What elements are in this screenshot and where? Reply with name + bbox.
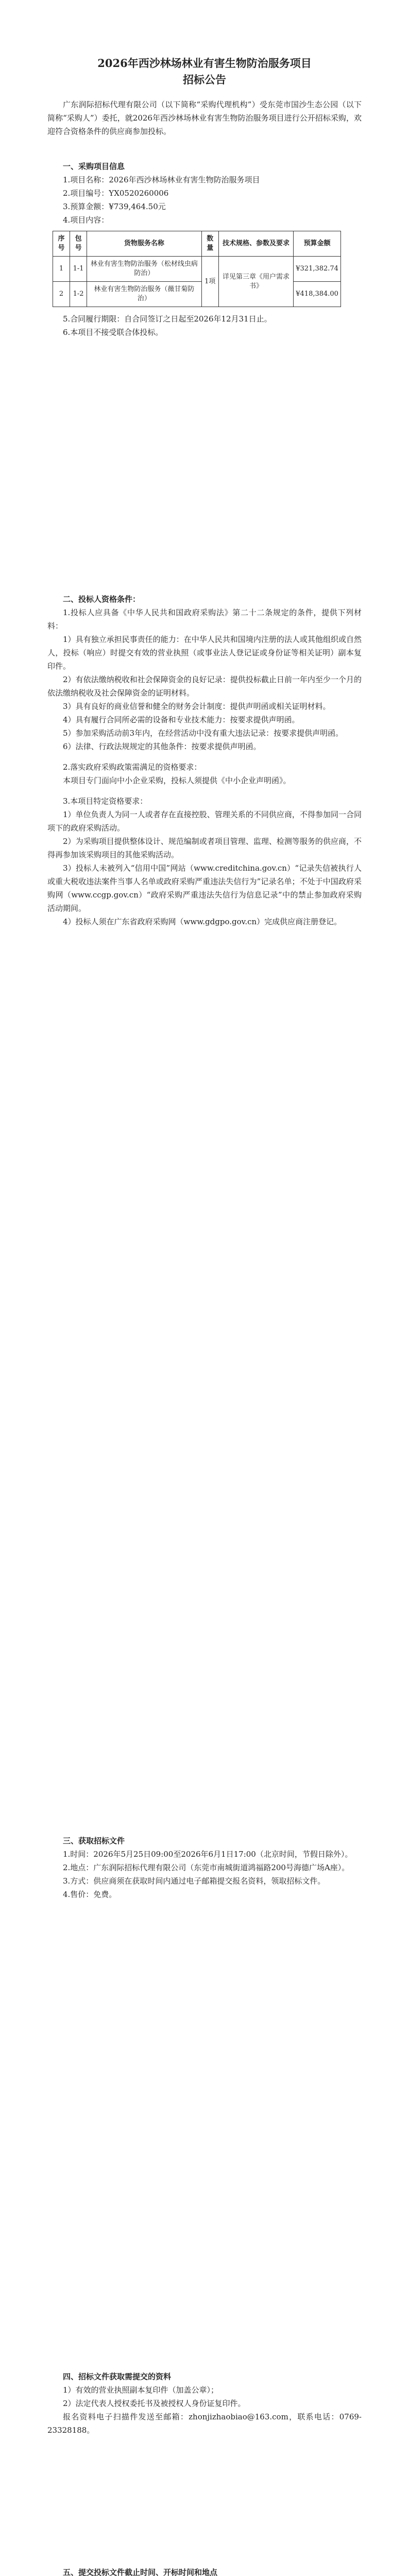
section-project-info [47, 160, 362, 339]
section-required-materials [47, 2370, 362, 2437]
page-subtitle: 招标公告 [183, 73, 226, 86]
table-cell: 1项 [201, 257, 218, 307]
qual-para: 3）具有良好的商业信誉和健全的财务会计制度：提供声明函或相关证明材料。 [63, 702, 331, 711]
qual-para: 1）单位负责人为同一人或者存在直接控股、管理关系的不同供应商，不得参加同一合同项下的政府采购活动。 [47, 810, 362, 833]
table-cell: 2 [53, 282, 70, 307]
section-heading: 三、获取招标文件 [63, 1836, 125, 1845]
info-line: 3.预算金额：¥739,464.50元 [63, 202, 166, 211]
qual-para: 5）参加采购活动前3年内，在经营活动中没有重大违法记录：按要求提供声明函。 [63, 728, 344, 738]
qual-para: 6）法律、行政法规规定的其他条件：按要求提供声明函。 [63, 742, 261, 751]
table-cell: 1-1 [70, 257, 87, 282]
table-cell: 1-2 [70, 282, 87, 307]
table-cell: 详见第三章《用户需求书》 [218, 257, 293, 307]
obtain-para: 2.地点：广东润际招标代理有限公司（东莞市南城街道鸿福路200号海德广场A座）。 [63, 1863, 350, 1872]
qual-para: 1）具有独立承担民事责任的能力：在中华人民共和国境内注册的法人或其他组织或自然人，投标（响应）时提交有效的营业执照（或事业法人登记证或身份证等相关证明）副本复印件。 [47, 635, 362, 671]
table-header: 序号 [53, 231, 70, 257]
material-para: 2）法定代表人授权委托书及被授权人身份证复印件。 [63, 2399, 246, 2408]
page-title: 2026年西沙林场林业有害生物防治服务项目 [97, 57, 312, 70]
obtain-para: 4.售价：免费。 [63, 1890, 117, 1899]
info-line: 4.项目内容： [63, 215, 109, 225]
material-para: 1）有效的营业执照副本复印件（加盖公章）； [63, 2385, 219, 2395]
table-cell: 1 [53, 257, 70, 282]
section-heading: 四、招标文件获取需提交的资料 [63, 2372, 172, 2381]
qual-para: 1.投标人应具备《中华人民共和国政府采购法》第二十二条规定的条件，提供下列材料： [47, 608, 362, 631]
section-heading: 二、投标人资格条件： [63, 595, 141, 604]
info-line: 2.项目编号：YX0520260006 [63, 189, 169, 198]
table-cell: ¥321,382.74 [294, 257, 341, 282]
table-header: 技术规格、参数及要求 [218, 231, 293, 257]
section-obtain-docs [47, 1834, 362, 1901]
table-cell: 林业有害生物防治服务（薇甘菊防治） [87, 282, 202, 307]
table-header: 预算金额 [294, 231, 341, 257]
table-row [53, 282, 341, 307]
qual-para: 2.落实政府采购政策需满足的资格要求： [63, 762, 202, 772]
qual-para: 3）投标人未被列入“信用中国”网站（www.creditchina.gov.cn）“记录失信被执行人或重大税收违法案件当事人名单或政府采购严重违法失信行为”记录名单；不处于中国政府采购网（www.ccgp.gov.cn）“政府采购严重违法失信行为信息记录”中的禁止参加政府采购活动期间。 [47, 863, 362, 913]
qual-para: 本项目专门面向中小企业采购，投标人须提供《中小企业声明函》。 [63, 776, 291, 785]
table-cell: 林业有害生物防治服务（松材线虫病防治） [87, 257, 202, 282]
qual-para: 2）为采购项目提供整体设计、规范编制或者项目管理、监理、检测等服务的供应商，不得再参加该采购项目的其他采购活动。 [47, 837, 362, 859]
section-deadline [47, 2566, 362, 2576]
table-row [53, 257, 341, 282]
obtain-para: 1.时间：2026年5月25日09:00至2026年6月1日17:00（北京时间，节假日除外）。 [63, 1850, 353, 1859]
qual-para: 4）投标人须在广东省政府采购网（www.gdgpo.gov.cn）完成供应商注册登记。 [63, 917, 342, 926]
info-line: 5.合同履行期限：自合同签订之日起至2026年12月31日止。 [63, 314, 272, 324]
project-table [53, 231, 341, 307]
section-qualifications [47, 592, 362, 928]
qual-para: 2）有依法缴纳税收和社会保障资金的良好记录：提供投标截止日前一年内至少一个月的依法缴纳税收及社会保障资金的证明材料。 [47, 675, 362, 698]
section-heading: 五、提交投标文件截止时间、开标时间和地点 [63, 2568, 218, 2576]
qual-para: 4）具有履行合同所必需的设备和专业技术能力：按要求提供声明函。 [63, 715, 300, 724]
obtain-para: 3.方式：供应商须在获取时间内通过电子邮箱提交报名资料，领取招标文件。 [63, 1876, 326, 1886]
intro-paragraph: 广东润际招标代理有限公司（以下简称“采购代理机构”）受东莞市国沙生态公园（以下简称“采购人”）委托，就2026年西沙林场林业有害生物防治服务项目进行公开招标采购，欢迎符合资格条件的供应商参加投标。 [47, 100, 362, 136]
info-line: 1.项目名称：2026年西沙林场林业有害生物防治服务项目 [63, 175, 260, 184]
info-line: 6.本项目不接受联合体投标。 [63, 328, 163, 337]
section-heading: 一、采购项目信息 [63, 162, 125, 171]
material-para: 报名资料电子扫描件发送至邮箱：zhonjizhaobiao@163.com，联系电话：0769-23328188。 [47, 2412, 362, 2435]
table-header: 包号 [70, 231, 87, 257]
table-header: 数量 [201, 231, 218, 257]
table-cell: ¥418,384.00 [294, 282, 341, 307]
table-header: 货物服务名称 [87, 231, 202, 257]
qual-para: 3.本项目特定资格要求： [63, 796, 148, 806]
